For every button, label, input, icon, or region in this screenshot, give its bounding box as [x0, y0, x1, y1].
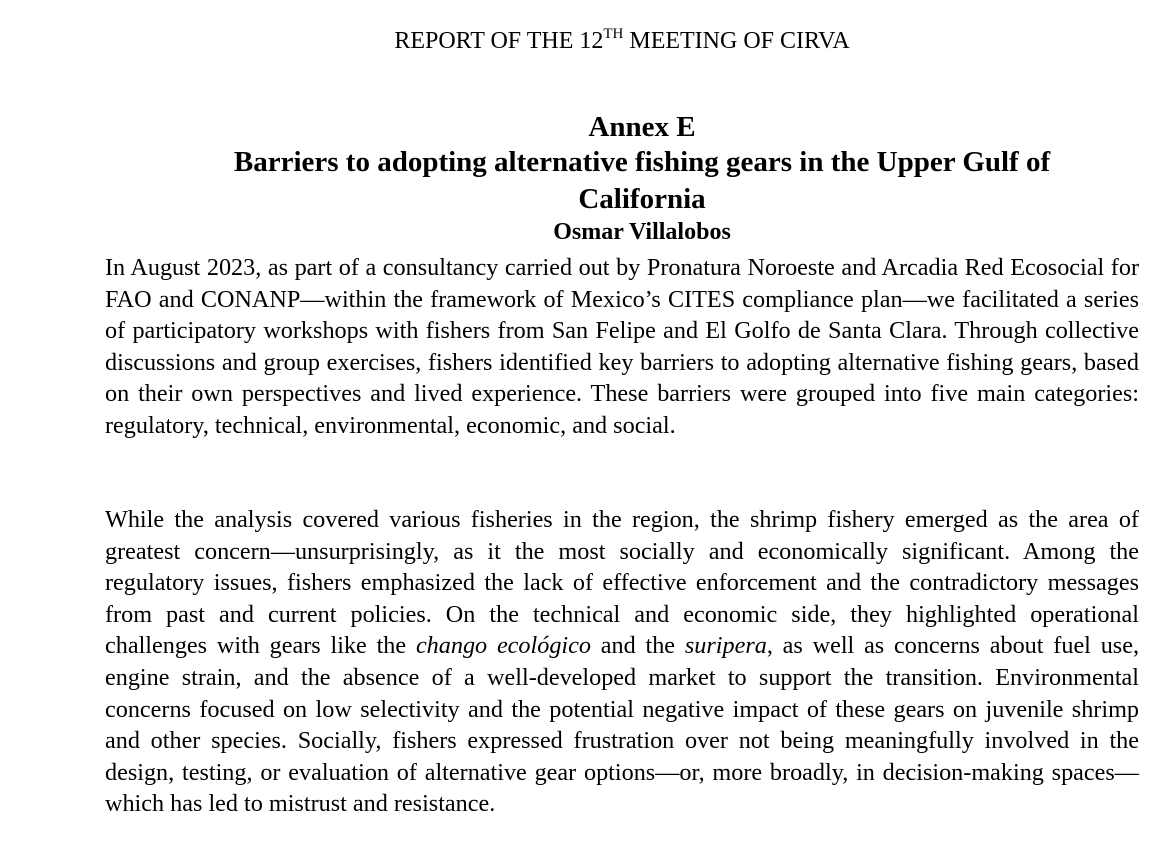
body-paragraph-2: [105, 504, 1139, 820]
running-header-suffix: MEETING OF CIRVA: [623, 28, 850, 54]
body-paragraph-1: In August 2023, as part of a consultancy carried out by Pronatura Noroeste and Arcadia Red Ecosocial for FAO and CONANP—within the framework of Mexico’s CITES compliance plan—we facilitated a series of participatory workshops with fishers from San Felipe and El Golfo de Santa Clara. Through collective discussions and group exercises, fishers identified key barriers to adopting alternative fishing gears, based on their own perspectives and lived experience. These barriers were grouped into five main categories: regulatory, technical, environmental, economic, and social.: [105, 254, 1139, 439]
paragraph-2-text-3: , as well as concerns about fuel use, engine strain, and the absence of a well-developed market to support the transition. Environmental concerns focused on low selectivity and the potential negative impact of these gears on juvenile shrimp and other species. Socially, fishers expressed frustration over not being meaningfully involved in the design, testing, or evaluation of alternative gear options—or, more broadly, in decision-making spaces—which has led to mistrust and resistance.: [105, 632, 1139, 818]
running-header-superscript: TH: [603, 26, 624, 42]
paragraph-2-text-2: and the: [590, 632, 685, 660]
paragraph-2-text-1: While the analysis covered various fisheries in the region, the shrimp fishery emerged as the area of greatest concern—unsurprisingly, as it the most socially and economically significant. Among the regulatory issues, fishers emphasized the lack of effective enforcement and the contradictory messages from past and current policies. On the technical and economic side, they highlighted operational challenges with gears like the: [105, 506, 1139, 660]
annex-title: Barriers to adopting alternative fishing gears in the Upper Gulf of California: [233, 146, 1051, 215]
annex-label: Annex E: [588, 111, 696, 143]
running-header: [0, 27, 1176, 58]
annex-title-block: [105, 111, 1139, 247]
running-header-prefix: REPORT OF THE 12: [394, 28, 604, 54]
author-name: Osmar Villalobos: [553, 219, 731, 245]
paragraph-2-italic-term-1: chango ecológico: [415, 632, 591, 660]
paragraph-2-italic-term-2: suripera: [684, 632, 767, 660]
